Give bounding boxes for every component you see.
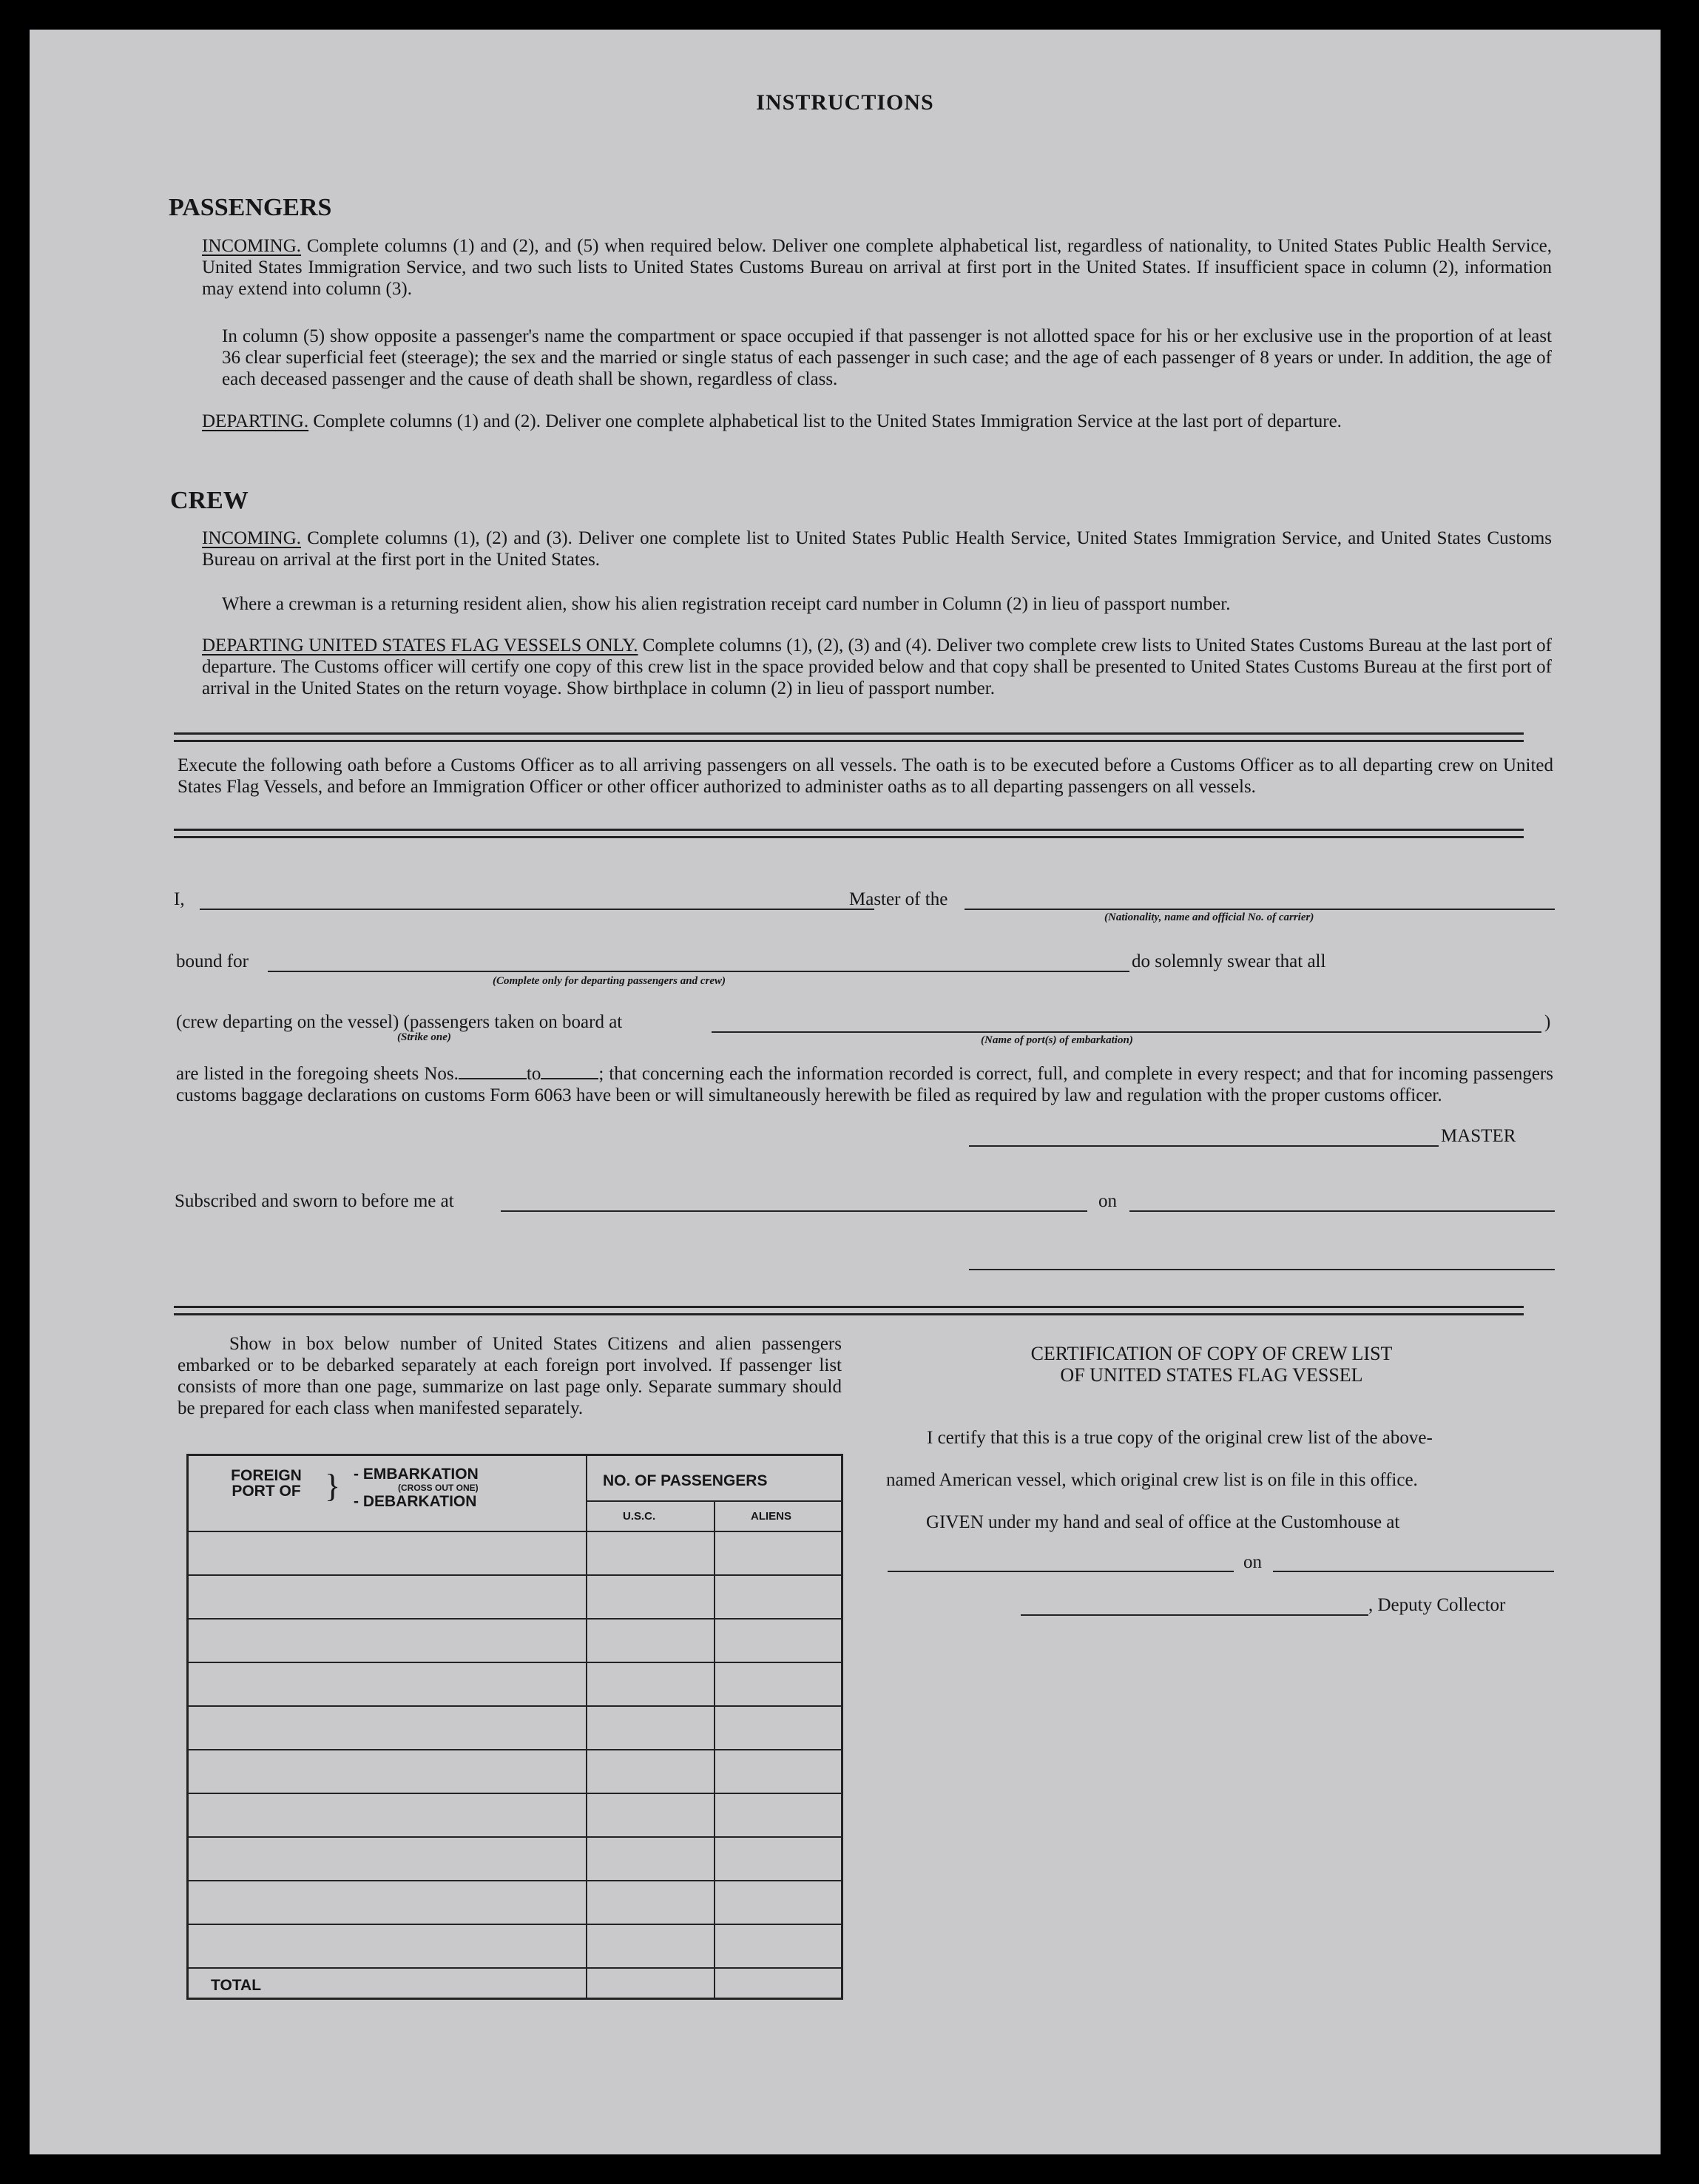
- certification-on-label: on: [1243, 1552, 1262, 1572]
- embarkation-header: - EMBARKATION: [354, 1466, 479, 1483]
- passengers-incoming-label: INCOMING.: [202, 236, 302, 256]
- subscribed-label: Subscribed and sworn to before me at: [175, 1191, 454, 1211]
- crew-departing-text: Complete columns (1), (2), (3) and (4). Deliver two complete crew lists to United States Customs Bureau at the last port of departure. The Customs officer will certify one copy of this crew list in the space provided below and that copy shall be presented to United States Customs Bureau at the first port of arrival in the United States on the return voyage. Show birthplace in column (2) in lieu of passport number.: [202, 636, 1552, 698]
- passengers-incoming-text: Complete columns (1) and (2), and (5) when required below. Deliver one complete alphabetical list, regardless of nationality, to United States Public Health Service, United States Immigration Service, and two such lists to United States Customs Bureau on arrival at first port in the United States. If insufficient space in column (2), information may extend into column (3).: [202, 236, 1553, 299]
- passengers-departing-text: Complete columns (1) and (2). Deliver one complete alphabetical list to the United States Immigration Service at the last port of departure.: [313, 411, 1342, 431]
- bound-for-label: bound for: [176, 951, 249, 971]
- table-row: [189, 1793, 841, 1794]
- section-divider: [174, 829, 1524, 838]
- deputy-collector-label: , Deputy Collector: [1368, 1595, 1506, 1615]
- table-row: [189, 1662, 841, 1663]
- oath-i-label: I,: [174, 889, 185, 909]
- total-label: TOTAL: [211, 1977, 262, 1994]
- strike-one-caption: (Strike one): [397, 1031, 451, 1043]
- table-row: [189, 1749, 841, 1750]
- page-title: INSTRUCTIONS: [756, 90, 934, 115]
- brace-glyph: }: [325, 1468, 341, 1504]
- table-row: [189, 1924, 841, 1925]
- table-row: [189, 1531, 841, 1532]
- passengers-departing-paragraph: [202, 411, 1552, 432]
- deputy-signature-field[interactable]: [1021, 1614, 1368, 1616]
- passengers-column5-paragraph: In column (5) show opposite a passenger's name the compartment or space occupied if that passenger is not allotted space for his or her exclusive use in the proportion of at least 36 clear superficial feet (steerage); the sex and the married or single status of each passenger in such case; and the age of each passenger of 8 years or under. In addition, the age of each deceased passenger and the cause of death shall be shown, regardless of class.: [222, 326, 1552, 389]
- passengers-incoming-paragraph: [202, 235, 1552, 300]
- table-row: [189, 1836, 841, 1838]
- master-label: MASTER: [1441, 1126, 1516, 1146]
- officer-signature-field[interactable]: [969, 1269, 1555, 1270]
- passenger-summary-table: [186, 1454, 843, 2000]
- table-row: [189, 1618, 841, 1620]
- certification-date-field[interactable]: [1273, 1571, 1554, 1572]
- section-divider: [174, 1306, 1524, 1315]
- no-of-passengers-header: NO. OF PASSENGERS: [603, 1472, 768, 1489]
- nationality-caption: (Nationality, name and official No. of carrier): [1104, 911, 1314, 923]
- table-row: [189, 1967, 841, 1969]
- table-row: [189, 1574, 841, 1576]
- sheet-to-field[interactable]: [541, 1065, 598, 1079]
- given-line: GIVEN under my hand and seal of office at the Customhouse at: [926, 1512, 1400, 1532]
- crew-returning-paragraph: Where a crewman is a returning resident alien, show his alien registration receipt card number in Column (2) in lieu of passport number.: [222, 594, 1231, 614]
- summary-instructions: Show in box below number of United States Citizens and alien passengers embarked or to be debarked separately at each foreign port involved. If passenger list consists of more than one page, summarize on last page only. Separate summary should be prepared for each class when manifested separately.: [178, 1334, 842, 1418]
- ports-caption: (Name of port(s) of embarkation): [981, 1034, 1133, 1046]
- section-divider: [174, 732, 1524, 742]
- crew-incoming-paragraph: [202, 528, 1552, 570]
- crew-heading: CREW: [170, 487, 249, 514]
- close-paren: ): [1544, 1012, 1551, 1032]
- crew-passengers-label: (crew departing on the vessel) (passengers taken on board at: [176, 1012, 623, 1032]
- master-signature-field[interactable]: [969, 1145, 1439, 1147]
- foreign-port-header: FOREIGN PORT OF: [231, 1467, 302, 1500]
- swear-label: do solemnly swear that all: [1132, 951, 1326, 971]
- header-sub-divider: [586, 1500, 843, 1502]
- sworn-place-field[interactable]: [501, 1210, 1087, 1212]
- listed-paragraph: [176, 1063, 1553, 1106]
- listed-post: ; that concerning each the information recorded is correct, full, and complete in every respect; and that for incoming passengers customs baggage declarations on customs Form 6063 have been or will simultaneously herewith be filed as required by law and regulation with the proper customs officer.: [176, 1064, 1553, 1105]
- table-row: [189, 1880, 841, 1881]
- certify-line1: I certify that this is a true copy of the original crew list of the above-: [927, 1428, 1433, 1448]
- passengers-heading: PASSENGERS: [169, 194, 332, 221]
- aliens-header: ALIENS: [751, 1510, 792, 1523]
- master-name-field[interactable]: [200, 909, 874, 910]
- carrier-field[interactable]: [965, 909, 1555, 910]
- destination-field[interactable]: [268, 971, 1129, 972]
- oath-instructions: Execute the following oath before a Customs Officer as to all arriving passengers on all vessels. The oath is to be executed before a Customs Officer as to all departing crew on United States Flag Vessels, and before an Immigration Officer or other officer authorized to administer oaths as to all departing passengers on all vessels.: [178, 755, 1553, 797]
- crew-incoming-label: INCOMING.: [202, 528, 302, 548]
- crew-incoming-text: Complete columns (1), (2) and (3). Deliver one complete list to United States Public Health Service, United States Immigration Service, and United States Customs Bureau on arrival at the first port in the United States.: [202, 528, 1553, 570]
- departing-caption: (Complete only for departing passengers and crew): [493, 975, 726, 987]
- crew-departing-label: DEPARTING UNITED STATES FLAG VESSELS ONLY.: [202, 636, 638, 655]
- debarkation-header: - DEBARKATION: [354, 1493, 477, 1510]
- sworn-on-label: on: [1098, 1191, 1117, 1211]
- embarkation-ports-field[interactable]: [712, 1031, 1541, 1033]
- listed-to: to: [526, 1064, 541, 1084]
- cross-out-caption: (CROSS OUT ONE): [398, 1483, 479, 1493]
- passengers-departing-label: DEPARTING.: [202, 411, 309, 431]
- crew-departing-paragraph: [202, 635, 1552, 699]
- certify-line2: named American vessel, which original crew list is on file in this office.: [886, 1470, 1418, 1490]
- table-row: [189, 1705, 841, 1707]
- customhouse-field[interactable]: [888, 1571, 1234, 1572]
- form-page: [30, 30, 1661, 2154]
- usc-header: U.S.C.: [623, 1510, 656, 1523]
- sheet-from-field[interactable]: [459, 1065, 527, 1079]
- sworn-date-field[interactable]: [1129, 1210, 1555, 1212]
- listed-pre: are listed in the foregoing sheets Nos.: [176, 1064, 459, 1084]
- master-of-label: Master of the: [849, 889, 948, 909]
- certification-title-line1: CERTIFICATION OF COPY OF CREW LIST: [1030, 1343, 1393, 1364]
- column-divider: [586, 1456, 587, 1998]
- certification-title-line2: OF UNITED STATES FLAG VESSEL: [1060, 1364, 1363, 1386]
